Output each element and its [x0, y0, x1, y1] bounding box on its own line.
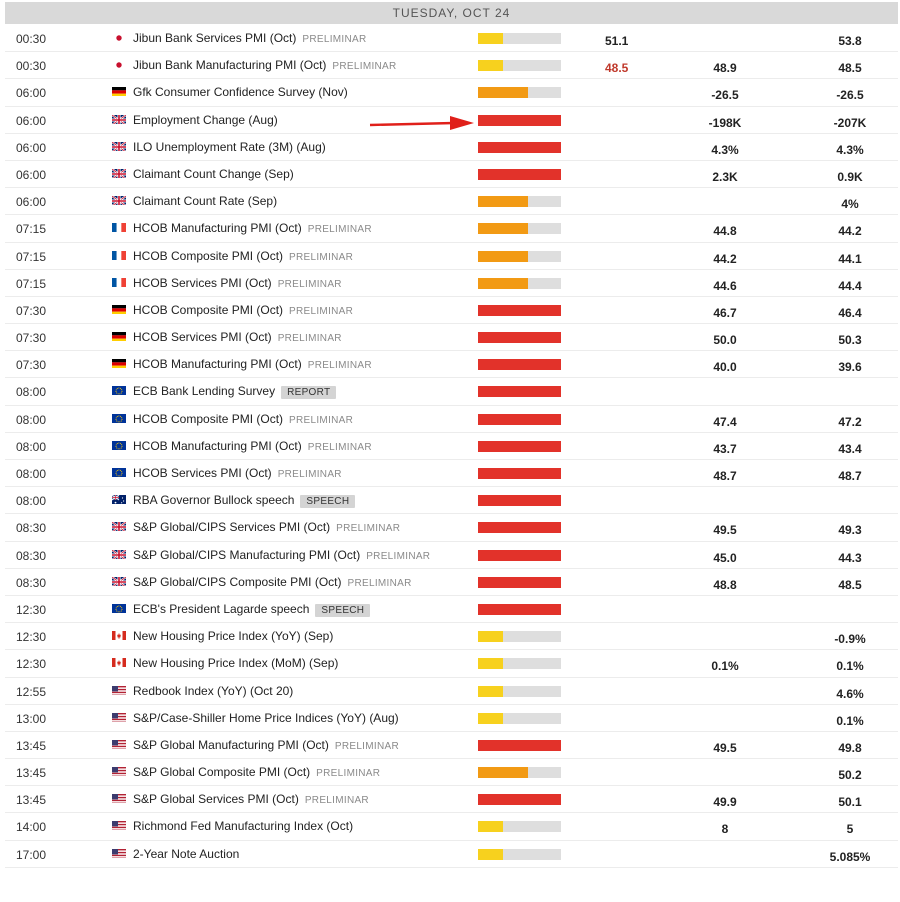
- previous-value: 53.8: [838, 34, 862, 48]
- previous-value: 5: [846, 822, 854, 837]
- event-time: 06:00: [16, 140, 47, 155]
- event-title[interactable]: [133, 765, 380, 779]
- consensus-value: 0.1%: [711, 659, 739, 674]
- event-row[interactable]: [5, 161, 898, 188]
- event-name[interactable]: New Housing Price Index (YoY) (Sep): [133, 629, 334, 644]
- event-time: 00:30: [16, 32, 47, 46]
- event-name[interactable]: S&P Global/CIPS Composite PMI (Oct): [133, 574, 342, 589]
- event-name[interactable]: HCOB Services PMI (Oct): [133, 466, 272, 480]
- event-time: 06:00: [16, 86, 47, 101]
- event-title[interactable]: [133, 466, 342, 480]
- previous-value: 43.4: [838, 441, 862, 456]
- event-tag-badge[interactable]: REPORT: [281, 386, 336, 399]
- event-tag: PRELIMINAR: [302, 34, 367, 45]
- impact-bar: [478, 386, 561, 397]
- event-name[interactable]: Redbook Index (YoY) (Oct 20): [133, 683, 294, 698]
- event-title[interactable]: [133, 602, 370, 617]
- actual-value: 51.1: [605, 34, 629, 48]
- event-row[interactable]: [5, 514, 898, 541]
- event-title[interactable]: [133, 330, 342, 344]
- previous-value: 47.2: [838, 414, 862, 429]
- flag-us-icon: [112, 685, 126, 695]
- event-row[interactable]: [5, 188, 898, 215]
- event-time: 07:15: [16, 276, 47, 291]
- event-name[interactable]: HCOB Manufacturing PMI (Oct): [133, 357, 302, 372]
- event-row[interactable]: [5, 270, 898, 297]
- consensus-value: 49.9: [713, 795, 737, 810]
- flag-us-icon: [112, 712, 126, 722]
- event-tag: PRELIMINAR: [347, 577, 412, 589]
- impact-bar-fill: [478, 713, 503, 724]
- flag-uk-icon: [112, 168, 126, 178]
- event-name[interactable]: Claimant Count Change (Sep): [133, 166, 294, 181]
- event-row[interactable]: [5, 678, 898, 705]
- event-name[interactable]: HCOB Composite PMI (Oct): [133, 302, 284, 317]
- flag-eu-icon: [112, 603, 126, 613]
- consensus-value: 44.6: [713, 278, 737, 293]
- flag-fr-icon: [112, 250, 126, 260]
- event-name[interactable]: 2-Year Note Auction: [133, 846, 240, 861]
- event-tag: PRELIMINAR: [307, 441, 372, 453]
- impact-bar: [478, 849, 561, 860]
- event-row[interactable]: [5, 25, 898, 52]
- event-time: 08:30: [16, 575, 47, 590]
- impact-bar: [478, 332, 561, 343]
- event-title[interactable]: [133, 58, 397, 72]
- event-tag: PRELIMINAR: [336, 523, 401, 535]
- event-name[interactable]: S&P Global/CIPS Services PMI (Oct): [133, 520, 331, 535]
- event-title[interactable]: [133, 384, 336, 399]
- event-row[interactable]: [5, 433, 898, 460]
- consensus-value: 49.5: [713, 740, 737, 755]
- consensus-value: 44.2: [713, 251, 737, 266]
- flag-de-icon: [112, 86, 126, 96]
- consensus-value: 46.7: [713, 305, 737, 320]
- event-row[interactable]: [5, 596, 898, 623]
- event-title[interactable]: [133, 221, 372, 235]
- impact-bar: [478, 60, 561, 71]
- previous-value: 44.4: [838, 278, 862, 293]
- impact-bar-fill: [478, 495, 561, 506]
- event-time: 12:30: [16, 602, 47, 617]
- event-row[interactable]: [5, 623, 898, 650]
- impact-bar: [478, 414, 561, 425]
- impact-bar-fill: [478, 278, 528, 289]
- event-title[interactable]: [133, 140, 326, 154]
- red-arrow-annotation: [368, 116, 476, 132]
- flag-eu-icon: [112, 467, 126, 477]
- impact-bar: [478, 115, 561, 126]
- flag-ca-icon: [112, 630, 126, 640]
- event-row[interactable]: [5, 52, 898, 79]
- event-tag: PRELIMINAR: [289, 251, 354, 263]
- impact-bar-fill: [478, 441, 561, 452]
- event-row[interactable]: [5, 542, 898, 569]
- event-title[interactable]: [133, 629, 333, 643]
- previous-value: 48.5: [838, 577, 862, 592]
- previous-value: 50.1: [838, 795, 862, 810]
- event-title[interactable]: [133, 520, 400, 534]
- consensus-value: 45.0: [713, 550, 737, 565]
- impact-bar-fill: [478, 142, 561, 153]
- event-row[interactable]: [5, 841, 898, 868]
- previous-value: 0.1%: [836, 659, 864, 674]
- previous-value: 44.2: [838, 224, 862, 239]
- event-tag: PRELIMINAR: [307, 360, 372, 372]
- impact-bar-fill: [478, 196, 528, 207]
- event-name[interactable]: Employment Change (Aug): [133, 112, 278, 127]
- impact-bar-fill: [478, 604, 561, 615]
- impact-bar: [478, 33, 561, 44]
- flag-us-icon: [112, 848, 126, 858]
- event-time: 12:30: [16, 657, 47, 672]
- impact-bar-fill: [478, 251, 528, 262]
- impact-bar: [478, 142, 561, 153]
- event-name[interactable]: HCOB Services PMI (Oct): [133, 330, 272, 345]
- event-row[interactable]: [5, 460, 898, 487]
- impact-bar: [478, 196, 561, 207]
- previous-value: 50.3: [838, 333, 862, 348]
- event-name[interactable]: ECB Bank Lending Survey: [133, 384, 276, 399]
- impact-bar: [478, 251, 561, 262]
- impact-bar-fill: [478, 794, 561, 805]
- impact-bar-fill: [478, 767, 528, 778]
- impact-bar-fill: [478, 468, 561, 479]
- impact-bar: [478, 441, 561, 452]
- impact-bar: [478, 631, 561, 642]
- event-tag: PRELIMINAR: [366, 550, 431, 562]
- consensus-value: 49.5: [713, 523, 737, 538]
- consensus-value: 48.7: [713, 469, 737, 483]
- flag-us-icon: [112, 820, 126, 830]
- event-row[interactable]: [5, 351, 898, 378]
- flag-jp-icon: [112, 59, 126, 69]
- event-name[interactable]: Gfk Consumer Confidence Survey (Nov): [133, 85, 348, 100]
- event-title[interactable]: [133, 412, 353, 426]
- event-title[interactable]: [133, 792, 369, 806]
- event-name[interactable]: S&P Global Composite PMI (Oct): [133, 765, 311, 780]
- consensus-value: 44.8: [713, 224, 737, 239]
- impact-bar-fill: [478, 550, 561, 561]
- event-title[interactable]: [133, 85, 348, 99]
- event-time: 08:00: [16, 385, 47, 400]
- previous-value: -207K: [833, 115, 867, 130]
- impact-bar: [478, 305, 561, 316]
- event-title[interactable]: [133, 493, 355, 508]
- consensus-value: 8: [721, 822, 729, 837]
- event-name[interactable]: HCOB Manufacturing PMI (Oct): [133, 221, 302, 236]
- events-table: [5, 25, 898, 868]
- impact-bar: [478, 658, 561, 669]
- impact-bar-fill: [478, 631, 503, 642]
- event-row[interactable]: [5, 487, 898, 514]
- event-time: 08:00: [16, 494, 47, 509]
- event-row[interactable]: [5, 297, 898, 324]
- impact-bar: [478, 604, 561, 615]
- event-row[interactable]: [5, 79, 898, 106]
- event-title[interactable]: [133, 575, 412, 589]
- impact-bar: [478, 577, 561, 588]
- previous-value: 4.6%: [836, 686, 864, 701]
- flag-eu-icon: [112, 413, 126, 423]
- impact-bar-fill: [478, 223, 528, 234]
- consensus-value: 2.3K: [712, 169, 738, 184]
- impact-bar-fill: [478, 169, 561, 180]
- impact-bar: [478, 821, 561, 832]
- event-time: 06:00: [16, 113, 47, 128]
- event-tag: PRELIMINAR: [277, 278, 342, 290]
- impact-bar-fill: [478, 522, 561, 533]
- impact-bar-fill: [478, 686, 503, 697]
- previous-value: 50.2: [838, 768, 862, 783]
- event-row[interactable]: [5, 406, 898, 433]
- actual-value: 48.5: [605, 61, 629, 76]
- flag-de-icon: [112, 304, 126, 314]
- previous-value: 39.6: [838, 360, 862, 375]
- event-name[interactable]: S&P Global Services PMI (Oct): [133, 792, 299, 807]
- previous-value: 48.5: [838, 61, 862, 76]
- event-time: 08:00: [16, 439, 47, 454]
- event-time: 13:00: [16, 711, 47, 726]
- event-time: 07:30: [16, 358, 47, 373]
- previous-value: 4%: [841, 197, 859, 212]
- impact-bar-fill: [478, 115, 561, 126]
- event-title[interactable]: [133, 684, 293, 698]
- event-row[interactable]: [5, 759, 898, 786]
- flag-us-icon: [112, 793, 126, 803]
- event-row[interactable]: [5, 215, 898, 242]
- previous-value: 46.4: [838, 305, 862, 320]
- impact-bar-fill: [478, 305, 561, 316]
- event-tag: PRELIMINAR: [332, 61, 397, 73]
- event-row[interactable]: [5, 324, 898, 351]
- impact-bar-fill: [478, 87, 528, 98]
- event-row[interactable]: [5, 134, 898, 161]
- previous-value: -26.5: [836, 88, 864, 103]
- event-title[interactable]: [133, 548, 430, 562]
- flag-uk-icon: [112, 549, 126, 559]
- event-name[interactable]: S&P Global Manufacturing PMI (Oct): [133, 737, 329, 752]
- previous-value: 49.8: [838, 740, 862, 755]
- impact-bar-fill: [478, 849, 503, 860]
- impact-bar-fill: [478, 658, 503, 669]
- flag-uk-icon: [112, 576, 126, 586]
- event-tag: PRELIMINAR: [316, 768, 381, 780]
- event-name[interactable]: HCOB Composite PMI (Oct): [133, 411, 284, 426]
- event-row[interactable]: [5, 786, 898, 813]
- impact-bar: [478, 740, 561, 751]
- event-time: 06:00: [16, 195, 47, 210]
- event-row[interactable]: [5, 650, 898, 677]
- event-name[interactable]: ILO Unemployment Rate (3M) (Aug): [133, 139, 326, 154]
- flag-us-icon: [112, 739, 126, 749]
- impact-bar-fill: [478, 386, 561, 397]
- flag-au-icon: [112, 494, 126, 504]
- event-name[interactable]: Jibun Bank Services PMI (Oct): [133, 31, 297, 45]
- event-row[interactable]: [5, 378, 898, 405]
- impact-bar-fill: [478, 359, 561, 370]
- event-name[interactable]: HCOB Manufacturing PMI (Oct): [133, 438, 302, 453]
- flag-uk-icon: [112, 114, 126, 124]
- event-title[interactable]: [133, 31, 367, 45]
- consensus-value: -198K: [708, 115, 742, 130]
- event-title[interactable]: [133, 439, 372, 453]
- previous-value: 48.7: [838, 469, 862, 483]
- consensus-value: 4.3%: [711, 142, 739, 157]
- date-header: [5, 2, 898, 24]
- event-tag-badge[interactable]: SPEECH: [300, 495, 355, 508]
- impact-bar-fill: [478, 332, 561, 343]
- event-name[interactable]: S&P Global/CIPS Manufacturing PMI (Oct): [133, 547, 361, 562]
- consensus-value: 40.0: [713, 360, 737, 375]
- impact-bar: [478, 87, 561, 98]
- impact-bar-fill: [478, 414, 561, 425]
- event-row[interactable]: [5, 732, 898, 759]
- event-time: 12:30: [16, 630, 47, 645]
- impact-bar: [478, 794, 561, 805]
- event-time: 08:00: [16, 467, 47, 481]
- previous-value: -0.9%: [834, 632, 866, 647]
- event-name[interactable]: HCOB Composite PMI (Oct): [133, 248, 284, 263]
- event-tag: PRELIMINAR: [304, 795, 369, 807]
- event-time: 08:00: [16, 412, 47, 427]
- event-tag: PRELIMINAR: [289, 305, 354, 317]
- previous-value: 0.9K: [837, 169, 863, 184]
- event-time: 13:45: [16, 738, 47, 753]
- event-time: 13:45: [16, 793, 47, 808]
- event-time: 08:30: [16, 521, 47, 536]
- event-row[interactable]: [5, 243, 898, 270]
- event-time: 07:15: [16, 222, 47, 237]
- consensus-value: 43.7: [713, 441, 737, 456]
- event-name[interactable]: Jibun Bank Manufacturing PMI (Oct): [133, 58, 327, 73]
- event-time: 00:30: [16, 59, 47, 74]
- impact-bar-fill: [478, 33, 503, 44]
- flag-eu-icon: [112, 440, 126, 450]
- event-row[interactable]: [5, 813, 898, 840]
- event-tag-badge[interactable]: SPEECH: [315, 604, 370, 617]
- event-row[interactable]: [5, 569, 898, 596]
- flag-us-icon: [112, 766, 126, 776]
- event-tag: PRELIMINAR: [334, 740, 399, 752]
- event-time: 12:55: [16, 684, 47, 699]
- flag-jp-icon: [112, 32, 126, 42]
- event-name[interactable]: HCOB Services PMI (Oct): [133, 275, 272, 290]
- flag-uk-icon: [112, 141, 126, 151]
- event-title[interactable]: [133, 819, 353, 833]
- event-name[interactable]: Claimant Count Rate (Sep): [133, 194, 278, 209]
- event-time: 08:30: [16, 548, 47, 563]
- impact-bar: [478, 495, 561, 506]
- impact-bar-fill: [478, 740, 561, 751]
- event-time: 14:00: [16, 820, 47, 835]
- event-tag: PRELIMINAR: [277, 469, 342, 480]
- event-time: 07:30: [16, 331, 47, 346]
- previous-value: 44.1: [838, 251, 862, 266]
- event-title[interactable]: [133, 847, 239, 861]
- event-time: 13:45: [16, 766, 47, 781]
- event-title[interactable]: [133, 249, 353, 263]
- event-title[interactable]: [133, 711, 399, 725]
- event-tag: PRELIMINAR: [277, 333, 342, 345]
- event-title[interactable]: [133, 276, 342, 290]
- event-title[interactable]: [133, 113, 278, 127]
- impact-bar: [478, 223, 561, 234]
- flag-ca-icon: [112, 657, 126, 667]
- event-tag: PRELIMINAR: [289, 414, 354, 426]
- impact-bar-fill: [478, 821, 503, 832]
- event-name[interactable]: Richmond Fed Manufacturing Index (Oct): [133, 819, 354, 834]
- previous-value: 44.3: [838, 550, 862, 565]
- impact-bar: [478, 713, 561, 724]
- impact-bar: [478, 278, 561, 289]
- consensus-value: 48.9: [713, 61, 737, 76]
- consensus-value: 47.4: [713, 414, 737, 429]
- event-time: 07:15: [16, 249, 47, 264]
- event-title[interactable]: [133, 357, 372, 371]
- flag-fr-icon: [112, 277, 126, 287]
- event-row[interactable]: [5, 705, 898, 732]
- event-title[interactable]: [133, 303, 353, 317]
- impact-bar: [478, 522, 561, 533]
- flag-fr-icon: [112, 222, 126, 232]
- impact-bar: [478, 550, 561, 561]
- flag-de-icon: [112, 358, 126, 368]
- impact-bar-fill: [478, 60, 503, 71]
- event-time: 06:00: [16, 167, 47, 182]
- previous-value: 0.1%: [836, 713, 864, 728]
- flag-uk-icon: [112, 521, 126, 531]
- date-label: TUESDAY, OCT 24: [392, 6, 511, 20]
- event-name[interactable]: RBA Governor Bullock speech: [133, 493, 295, 508]
- consensus-value: -26.5: [711, 88, 739, 103]
- event-title[interactable]: [133, 656, 338, 670]
- impact-bar-fill: [478, 577, 561, 588]
- event-name[interactable]: ECB's President Lagarde speech: [133, 601, 310, 616]
- impact-bar: [478, 767, 561, 778]
- impact-bar: [478, 686, 561, 697]
- previous-value: 4.3%: [836, 142, 864, 157]
- previous-value: 5.085%: [829, 849, 871, 864]
- event-name[interactable]: New Housing Price Index (MoM) (Sep): [133, 656, 339, 671]
- previous-value: 49.3: [838, 523, 862, 538]
- impact-bar: [478, 468, 561, 479]
- consensus-value: 50.0: [713, 333, 737, 348]
- event-title[interactable]: [133, 194, 277, 208]
- consensus-value: 48.8: [713, 577, 737, 592]
- flag-uk-icon: [112, 195, 126, 205]
- impact-bar: [478, 359, 561, 370]
- event-time: 17:00: [16, 847, 47, 862]
- event-title[interactable]: [133, 738, 399, 752]
- event-name[interactable]: S&P/Case-Shiller Home Price Indices (YoY) (Aug): [133, 710, 399, 725]
- event-tag: PRELIMINAR: [307, 224, 372, 236]
- impact-bar: [478, 169, 561, 180]
- event-time: 07:30: [16, 303, 47, 318]
- flag-de-icon: [112, 331, 126, 341]
- event-title[interactable]: [133, 167, 294, 181]
- flag-eu-icon: [112, 385, 126, 395]
